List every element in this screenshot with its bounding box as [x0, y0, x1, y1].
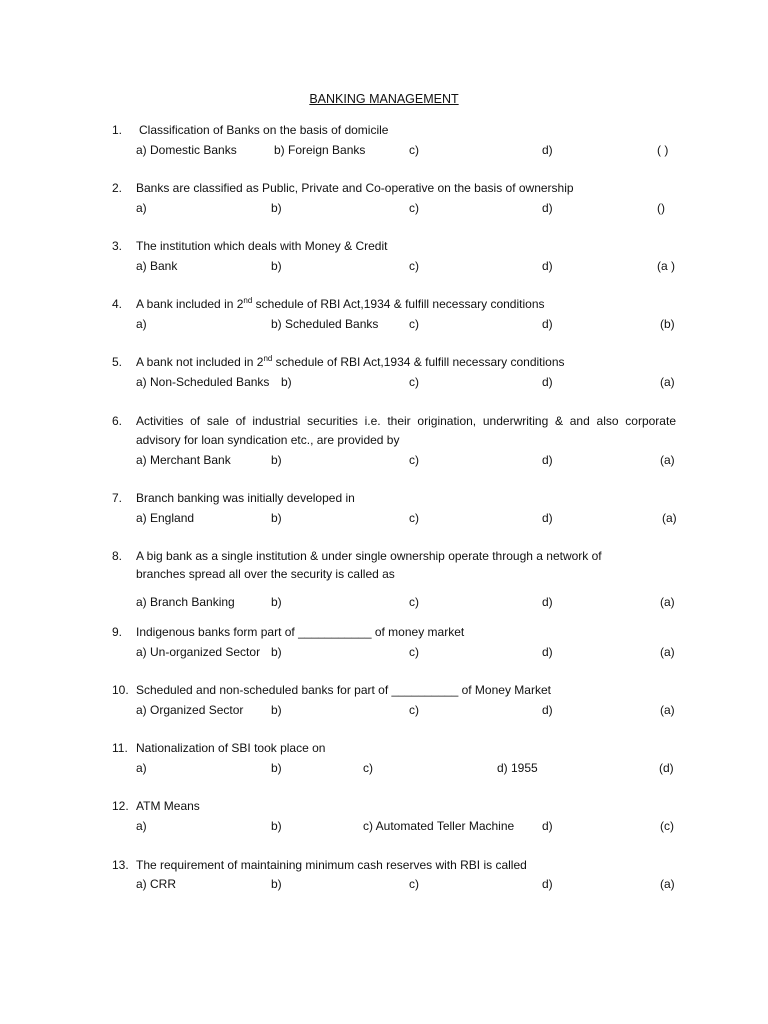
option-d: d) — [542, 375, 553, 389]
option-c: c) — [409, 703, 419, 717]
answer: (b) — [660, 317, 675, 331]
question-number: 3. — [112, 239, 123, 253]
question-text: The requirement of maintaining minimum cash reserves with RBI is called — [136, 858, 527, 872]
option-c: c) — [409, 595, 419, 609]
answer: (a) — [660, 703, 675, 717]
option-b: b) — [271, 819, 282, 833]
question-text: Scheduled and non-scheduled banks for part of __________ of Money Market — [136, 683, 551, 697]
option-d: d) — [542, 317, 553, 331]
option-a: a) Branch Banking — [136, 595, 235, 609]
option-a: a) Non-Scheduled Banks — [136, 375, 270, 389]
option-b: b) — [271, 645, 282, 659]
answer: (a) — [660, 595, 675, 609]
option-a: a) Merchant Bank — [136, 453, 231, 467]
question-number: 8. — [112, 549, 123, 563]
question-text: ATM Means — [136, 799, 200, 813]
option-d: d) — [542, 511, 553, 525]
option-b: b) — [271, 511, 282, 525]
option-b: b) — [271, 761, 282, 775]
question-7 — [0, 490, 768, 550]
option-c: c) — [409, 511, 419, 525]
question-8 — [0, 548, 768, 618]
question-text: A big bank as a single institution & under single ownership operate through a network of — [136, 549, 602, 563]
question-number: 4. — [112, 297, 123, 311]
option-d: d) — [542, 453, 553, 467]
option-b: b) — [281, 375, 292, 389]
option-a: a) — [136, 761, 147, 775]
question-text: Nationalization of SBI took place on — [136, 741, 326, 755]
question-text: A bank included in 2nd schedule of RBI Act,1934 & fulfill necessary conditions — [136, 296, 545, 311]
option-d: d) — [542, 877, 553, 891]
option-d: d) 1955 — [497, 761, 538, 775]
option-b: b) — [271, 703, 282, 717]
option-c: c) — [409, 877, 419, 891]
question-text: Banks are classified as Public, Private and Co-operative on the basis of ownership — [136, 181, 574, 195]
option-d: d) — [542, 259, 553, 273]
question-text: Branch banking was initially developed in — [136, 491, 355, 505]
question-4 — [0, 296, 768, 356]
option-c: c) — [409, 645, 419, 659]
option-d: d) — [542, 645, 553, 659]
question-number: 12. — [112, 799, 129, 813]
question-6 — [0, 413, 768, 477]
option-b: b) — [271, 877, 282, 891]
option-a: a) Un-organized Sector — [136, 645, 261, 659]
question-11 — [0, 740, 768, 800]
option-d: d) — [542, 703, 553, 717]
option-b: b) — [271, 453, 282, 467]
answer: (a) — [660, 375, 675, 389]
option-d: d) — [542, 819, 553, 833]
answer: (c) — [660, 819, 674, 833]
answer: (a ) — [657, 259, 675, 273]
question-13 — [0, 857, 768, 917]
question-text: A bank not included in 2nd schedule of RBI Act,1934 & fulfill necessary conditions — [136, 354, 565, 369]
question-1 — [0, 122, 768, 182]
question-number: 11. — [112, 741, 128, 755]
option-a: a) — [136, 201, 147, 215]
option-a: a) England — [136, 511, 195, 525]
option-c: c) — [409, 317, 419, 331]
answer: (a) — [662, 511, 677, 525]
question-text-line-2: advisory for loan syndication etc., are provided by — [136, 433, 400, 447]
option-a: a) — [136, 317, 147, 331]
answer: (a) — [660, 453, 675, 467]
option-a: a) Organized Sector — [136, 703, 244, 717]
question-number: 6. — [112, 414, 123, 428]
question-3 — [0, 238, 768, 298]
option-c: c) — [409, 201, 419, 215]
page-title: BANKING MANAGEMENT — [309, 92, 459, 106]
option-c: c) — [409, 375, 419, 389]
option-a: a) — [136, 819, 147, 833]
option-b: b) — [271, 259, 282, 273]
option-d: d) — [542, 201, 553, 215]
question-number: 5. — [112, 355, 123, 369]
answer: (a) — [660, 645, 675, 659]
option-a: a) Domestic Banks — [136, 143, 237, 157]
option-c: c) — [409, 453, 419, 467]
option-b: b) Foreign Banks — [274, 143, 366, 157]
option-a: a) CRR — [136, 877, 177, 891]
question-9 — [0, 624, 768, 684]
question-number: 10. — [112, 683, 129, 697]
option-c: c) — [409, 143, 419, 157]
question-text: Indigenous banks form part of ___________ of money market — [136, 625, 465, 639]
question-12 — [0, 798, 768, 858]
question-10 — [0, 682, 768, 742]
question-number: 13. — [112, 858, 129, 872]
option-a: a) Bank — [136, 259, 178, 273]
question-number: 7. — [112, 491, 123, 505]
question-number: 9. — [112, 625, 123, 639]
question-text: Classification of Banks on the basis of domicile — [139, 123, 389, 137]
question-number: 2. — [112, 181, 123, 195]
question-2 — [0, 180, 768, 240]
answer: () — [657, 201, 665, 215]
answer: (d) — [659, 761, 674, 775]
option-b: b) Scheduled Banks — [271, 317, 379, 331]
option-b: b) — [271, 595, 282, 609]
option-b: b) — [271, 201, 282, 215]
question-5 — [0, 354, 768, 414]
option-d: d) — [542, 143, 553, 157]
option-c: c) — [409, 259, 419, 273]
option-d: d) — [542, 595, 553, 609]
option-c: c) Automated Teller Machine — [363, 819, 515, 833]
question-number: 1. — [112, 123, 123, 137]
answer: (a) — [660, 877, 675, 891]
option-c: c) — [363, 761, 373, 775]
answer: ( ) — [657, 143, 669, 157]
question-text: The institution which deals with Money & Credit — [136, 239, 388, 253]
question-text: Activities of sale of industrial securities i.e. their origination, underwriting & and also corporate — [136, 414, 676, 428]
question-text-line-2: branches spread all over the security is called as — [136, 567, 395, 581]
